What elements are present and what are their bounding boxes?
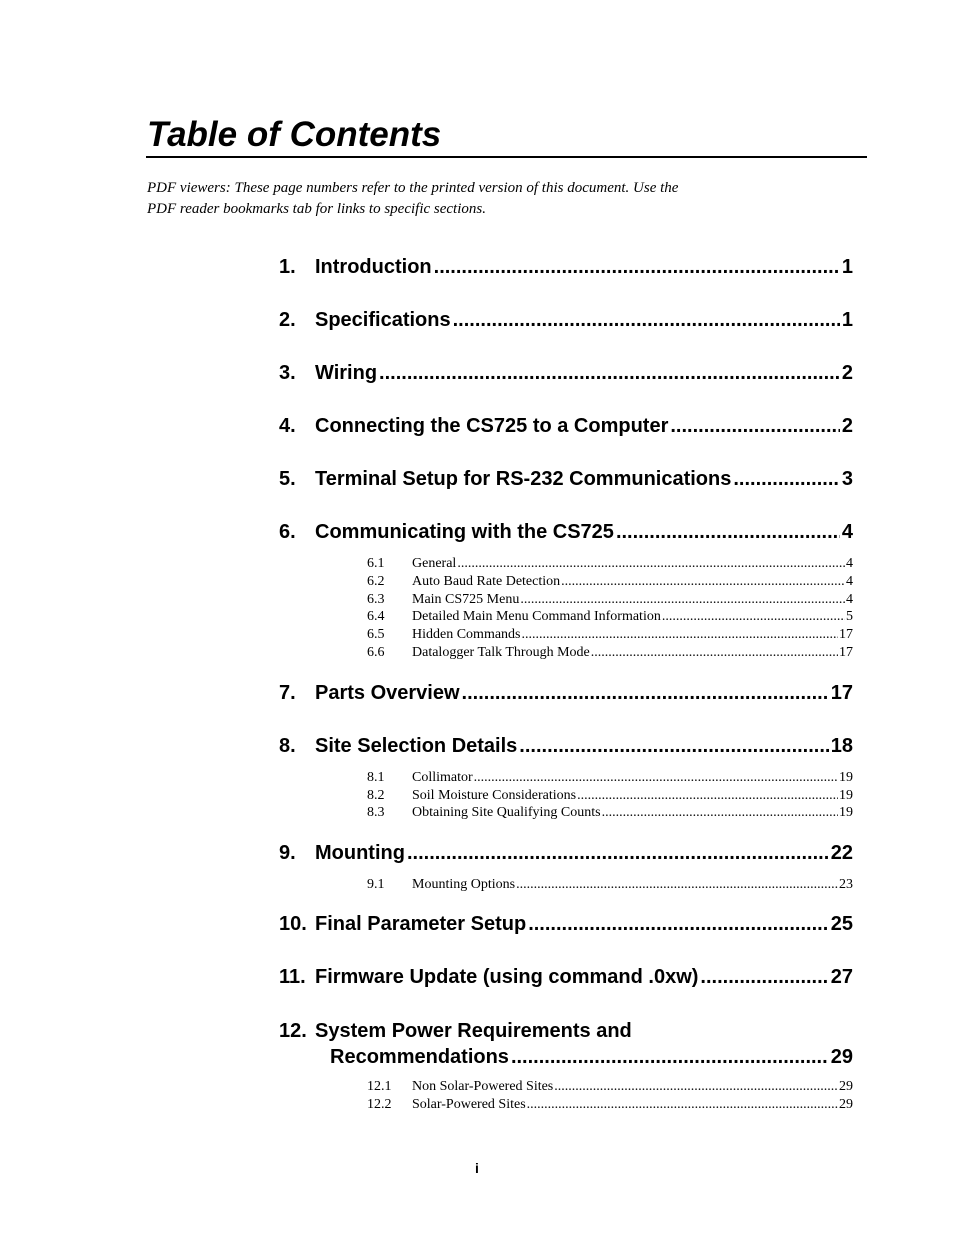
subsection-title: General: [412, 556, 457, 571]
toc-entry-final-parameter-setup[interactable]: [279, 911, 853, 937]
page-number: 1: [841, 309, 853, 331]
subsection-number: 9.1: [367, 877, 385, 892]
subsection-number: 6.6: [367, 645, 385, 660]
dot-leader: [379, 360, 840, 386]
note-line: PDF viewers: These page numbers refer to the printed version of this document. Use the: [147, 180, 679, 196]
subsection-title: Hidden Commands: [412, 627, 521, 642]
dot-leader: [554, 1078, 838, 1096]
toc-entry-site-selection[interactable]: [279, 733, 853, 759]
page-number: 25: [830, 913, 853, 935]
section-number: 7.: [279, 682, 296, 704]
subsection-title: Main CS725 Menu: [412, 592, 520, 607]
page-number: 17: [839, 627, 853, 642]
toc-entry-communicating[interactable]: [279, 519, 853, 545]
page-number: 27: [830, 966, 853, 988]
title-rule: [146, 156, 867, 158]
dot-leader: [511, 1044, 829, 1070]
page-number: 2: [841, 415, 853, 437]
section-number: 2.: [279, 309, 296, 331]
subsection-title: Auto Baud Rate Detection: [412, 574, 561, 589]
subsection-number: 6.3: [367, 592, 385, 607]
dot-leader: [527, 1096, 838, 1114]
dot-leader: [591, 644, 838, 662]
page-number: 29: [830, 1046, 853, 1068]
toc-entry-specifications[interactable]: [279, 307, 853, 333]
toc-subentry[interactable]: [367, 573, 853, 591]
section-number: 12.: [279, 1020, 307, 1042]
page-number: 19: [839, 770, 853, 785]
section-number: 6.: [279, 521, 296, 543]
dot-leader: [453, 307, 840, 333]
section-title: Terminal Setup for RS-232 Communications: [315, 468, 732, 490]
subsection-title: Non Solar-Powered Sites: [412, 1079, 554, 1094]
section-title: Introduction: [315, 256, 432, 278]
subsection-number: 8.3: [367, 805, 385, 820]
dot-leader: [670, 413, 840, 439]
toc-entry-terminal-setup[interactable]: [279, 466, 853, 492]
page-number: 4: [841, 521, 853, 543]
toc-entry-parts-overview[interactable]: [279, 680, 853, 706]
subsection-title: Datalogger Talk Through Mode: [412, 645, 590, 660]
toc-subentry[interactable]: [367, 769, 853, 787]
section-title: Wiring: [315, 362, 378, 384]
page-number: 19: [839, 788, 853, 803]
page-number: 4: [846, 592, 853, 607]
dot-leader: [520, 591, 845, 609]
dot-leader: [602, 804, 838, 822]
page-number: 17: [830, 682, 853, 704]
section-number: 4.: [279, 415, 296, 437]
section-title: Firmware Update (using command .0xw): [315, 966, 699, 988]
dot-leader: [522, 626, 839, 644]
subsection-title: Mounting Options: [412, 877, 516, 892]
section-title-row2: [315, 1044, 853, 1070]
section-title: Parts Overview: [315, 682, 460, 704]
dot-leader: [561, 573, 845, 591]
dot-leader: [616, 519, 840, 545]
page-number: 22: [830, 842, 853, 864]
subsection-number: 6.5: [367, 627, 385, 642]
subsection-number: 12.2: [367, 1097, 392, 1112]
subsection-title: Detailed Main Menu Command Information: [412, 609, 661, 624]
section-title-line1: System Power Requirements and: [315, 1020, 632, 1042]
section-number: 3.: [279, 362, 296, 384]
toc-entry-wiring[interactable]: [279, 360, 853, 386]
page-number: 4: [846, 574, 853, 589]
page-number: 5: [846, 609, 853, 624]
subsection-number: 8.1: [367, 770, 385, 785]
section-number: 10.: [279, 913, 307, 935]
subsection-number: 6.2: [367, 574, 385, 589]
note-line: PDF reader bookmarks tab for links to specific sections.: [147, 201, 486, 217]
subsection-number: 6.1: [367, 556, 385, 571]
dot-leader: [462, 680, 829, 706]
page-number: 3: [841, 468, 853, 490]
page-number: 23: [839, 877, 853, 892]
dot-leader: [434, 254, 840, 280]
toc-subentry[interactable]: [367, 644, 853, 662]
toc-subentry[interactable]: [367, 804, 853, 822]
page-number: 4: [846, 556, 853, 571]
dot-leader: [516, 876, 838, 894]
page-number: 1: [841, 256, 853, 278]
toc-entry-connecting[interactable]: [279, 413, 853, 439]
section-number: 11.: [279, 966, 306, 988]
toc-subentry[interactable]: [367, 555, 853, 573]
dot-leader: [733, 466, 840, 492]
section-title: Communicating with the CS725: [315, 521, 614, 543]
section-title: Final Parameter Setup: [315, 913, 527, 935]
section-title-line2: Recommendations: [330, 1046, 509, 1068]
subsection-number: 6.4: [367, 609, 385, 624]
toc-subentry[interactable]: [367, 608, 853, 626]
dot-leader: [662, 608, 845, 626]
pdf-viewer-note: [147, 178, 807, 220]
dot-leader: [407, 840, 829, 866]
page-number: 29: [839, 1079, 853, 1094]
toc-subentry[interactable]: [367, 626, 853, 644]
subsection-title: Obtaining Site Qualifying Counts: [412, 805, 601, 820]
toc-entry-system-power[interactable]: [279, 1018, 853, 1070]
toc-subentry[interactable]: [367, 876, 853, 894]
toc-subentry[interactable]: [367, 1096, 853, 1114]
section-number: 1.: [279, 256, 296, 278]
dot-leader: [519, 733, 828, 759]
section-number: 5.: [279, 468, 296, 490]
subsection-title: Solar-Powered Sites: [412, 1097, 526, 1112]
page-number: 2: [841, 362, 853, 384]
dot-leader: [528, 911, 829, 937]
subsection-number: 12.1: [367, 1079, 392, 1094]
page-number: 18: [830, 735, 853, 757]
section-number: 9.: [279, 842, 296, 864]
toc-entry-introduction[interactable]: [279, 254, 853, 280]
section-title-block: [315, 1018, 853, 1070]
dot-leader: [457, 555, 845, 573]
section-number: 8.: [279, 735, 296, 757]
toc-subentry[interactable]: [367, 591, 853, 609]
subsection-title: Collimator: [412, 770, 473, 785]
page-footer-number: i: [475, 1160, 479, 1176]
section-title: Site Selection Details: [315, 735, 518, 757]
toc-subentry[interactable]: [367, 787, 853, 805]
toc-entry-firmware-update[interactable]: [279, 964, 853, 990]
subsection-title: Soil Moisture Considerations: [412, 788, 577, 803]
toc-subentry[interactable]: [367, 1078, 853, 1096]
page-number: 29: [839, 1097, 853, 1112]
dot-leader: [700, 964, 828, 990]
page-title: Table of Contents: [147, 115, 442, 154]
section-title: Connecting the CS725 to a Computer: [315, 415, 669, 437]
dot-leader: [577, 787, 838, 805]
subsection-number: 8.2: [367, 788, 385, 803]
toc-entry-mounting[interactable]: [279, 840, 853, 866]
section-title: Mounting: [315, 842, 405, 864]
page-number: 19: [839, 805, 853, 820]
dot-leader: [474, 769, 838, 787]
section-title: Specifications: [315, 309, 451, 331]
page-number: 17: [839, 645, 853, 660]
